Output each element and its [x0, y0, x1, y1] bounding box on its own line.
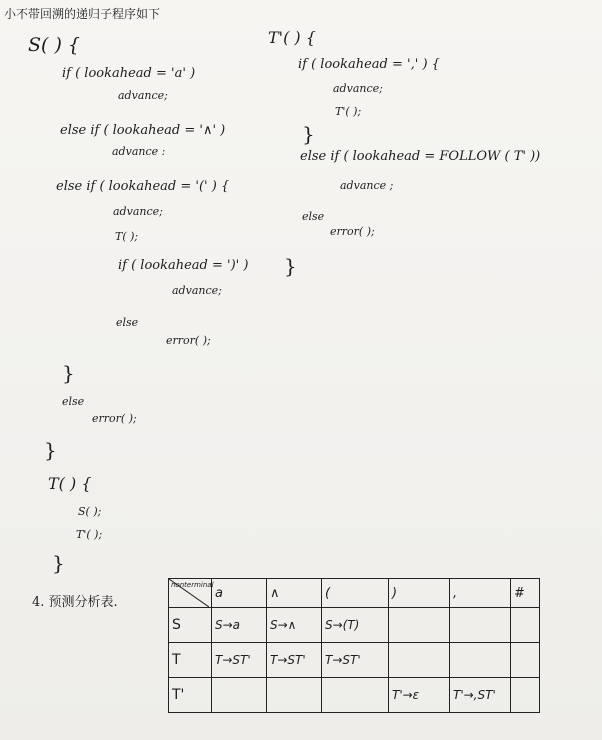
- table-header-row: [169, 579, 540, 608]
- t-procedure-header: T( ) {: [48, 474, 92, 493]
- code-if-comma: if ( lookahead = ',' ) {: [298, 57, 440, 72]
- terminal-header: ∧: [267, 579, 322, 608]
- code-else-3: else: [302, 210, 325, 223]
- section-4-label: 4. 预测分析表.: [32, 595, 118, 610]
- table-corner-cell: [169, 579, 212, 608]
- code-advance-5: advance;: [333, 82, 383, 95]
- code-call-tprime: T'( );: [76, 528, 103, 541]
- page-title: 小不带回溯的递归子程序如下: [4, 7, 161, 21]
- code-advance-6: advance ;: [340, 179, 394, 192]
- code-else-if-paren: else if ( lookahead = '(' ) {: [56, 179, 230, 194]
- code-call-tprime-2: T'( );: [335, 105, 362, 118]
- predictive-parse-table: [168, 578, 540, 713]
- nonterminal-cell: S: [169, 608, 212, 643]
- code-else-1: else: [116, 316, 139, 329]
- table-cell: [450, 643, 511, 678]
- table-cell: [389, 643, 450, 678]
- table-cell: [450, 608, 511, 643]
- table-cell: S→(T): [322, 608, 389, 643]
- table-cell: [212, 678, 267, 713]
- table-cell: [322, 678, 389, 713]
- code-call-t: T( );: [115, 230, 139, 243]
- terminal-header: ): [389, 579, 450, 608]
- s-procedure-header: S( ) {: [28, 34, 81, 56]
- nonterminal-cell: T: [169, 643, 212, 678]
- code-error-3: error( );: [330, 225, 375, 238]
- nonterminal-cell: T': [169, 678, 212, 713]
- table-cell: T→ST': [212, 643, 267, 678]
- code-else-if-follow: else if ( lookahead = FOLLOW ( T' )): [300, 149, 541, 164]
- table-cell: [511, 643, 540, 678]
- code-advance-2: advance :: [112, 145, 166, 158]
- table-row: [169, 678, 540, 713]
- code-close-s: }: [44, 438, 57, 462]
- code-if-a: if ( lookahead = 'a' ): [62, 66, 196, 81]
- code-close-inner: }: [62, 361, 75, 385]
- code-close-t: }: [52, 551, 65, 575]
- code-error-2: error( );: [92, 412, 137, 425]
- table-cell: [511, 608, 540, 643]
- tprime-procedure-header: T'( ) {: [268, 28, 316, 47]
- code-close-if: }: [302, 122, 315, 146]
- code-else-if-lambda: else if ( lookahead = '∧' ): [60, 123, 226, 138]
- terminal-header: (: [322, 579, 389, 608]
- table-cell: [389, 608, 450, 643]
- table-cell: T→ST': [267, 643, 322, 678]
- code-else-2: else: [62, 395, 85, 408]
- table-cell: [267, 678, 322, 713]
- table-row: [169, 608, 540, 643]
- table-cell: [511, 678, 540, 713]
- table-cell: S→a: [212, 608, 267, 643]
- terminal-header: a: [212, 579, 267, 608]
- table-cell: S→∧: [267, 608, 322, 643]
- table-row: [169, 643, 540, 678]
- table-cell: T→ST': [322, 643, 389, 678]
- code-error-1: error( );: [166, 334, 211, 347]
- table-cell: T'→ε: [389, 678, 450, 713]
- code-advance-3: advance;: [113, 205, 163, 218]
- code-advance-1: advance;: [118, 89, 168, 102]
- code-call-s: S( );: [78, 505, 102, 518]
- code-advance-4: advance;: [172, 284, 222, 297]
- table-cell: T'→,ST': [450, 678, 511, 713]
- terminal-header: #: [511, 579, 540, 608]
- code-close-tprime: }: [284, 254, 297, 278]
- corner-label: nonterminal: [171, 581, 214, 589]
- code-if-close-paren: if ( lookahead = ')' ): [118, 258, 249, 273]
- terminal-header: ,: [450, 579, 511, 608]
